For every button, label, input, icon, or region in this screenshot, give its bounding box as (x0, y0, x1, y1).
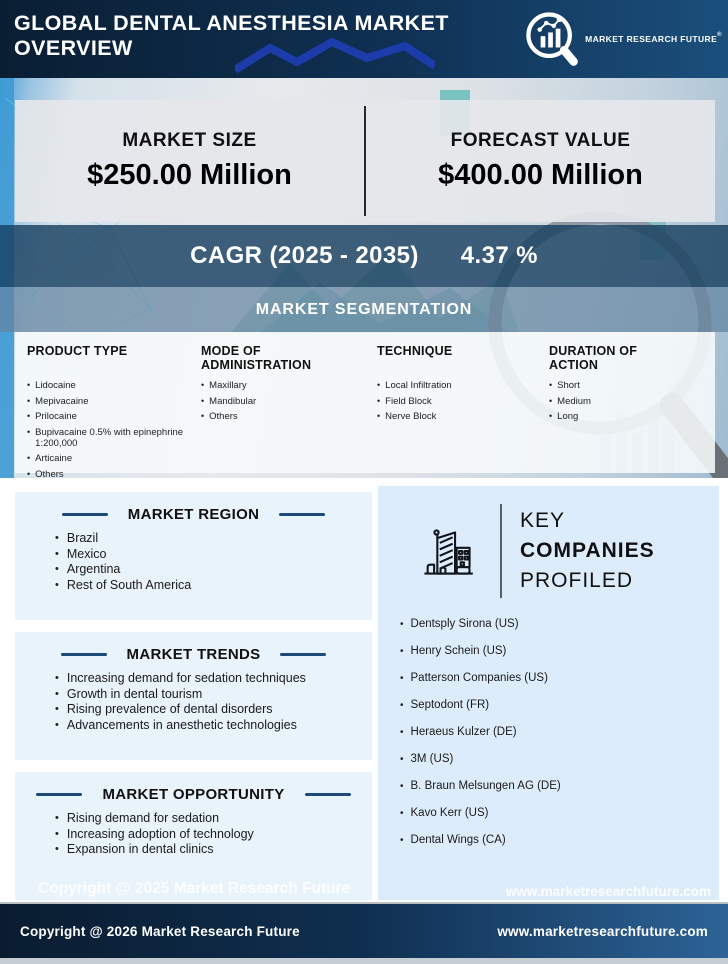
registered-mark: ® (717, 32, 722, 38)
list-item: • Advancements in anesthetic technologies (55, 717, 297, 732)
bullet-icon: • (55, 547, 59, 560)
list-item: • Short (549, 380, 580, 391)
page-title (14, 11, 449, 61)
list-item: • Bupivacaine 0.5% with epinephrine 1:200,000 (27, 426, 184, 449)
dash-decoration (61, 653, 107, 656)
watermark-copyright: Copyright @ 2025 Market Research Future (38, 880, 351, 897)
bullet-icon: • (377, 395, 381, 406)
list-item: • Henry Schein (US) (400, 645, 507, 657)
list-item: • Kavo Kerr (US) (400, 807, 489, 819)
list-item: • Heraeus Kulzer (DE) (400, 726, 517, 738)
header (0, 0, 728, 78)
segmentation-title: MARKET SEGMENTATION (255, 300, 473, 318)
segment-column-technique (377, 344, 545, 427)
segment-heading: TECHNIQUE (377, 344, 453, 358)
vertical-divider (500, 504, 502, 598)
key-companies-card (378, 486, 719, 900)
bullet-icon: • (377, 411, 381, 421)
dash-decoration (305, 793, 351, 796)
key-companies-title-line1: KEY (520, 509, 566, 532)
forecast-value-label: FORECAST VALUE (450, 130, 631, 151)
bullet-icon: • (549, 411, 553, 421)
bullet-icon: • (400, 700, 404, 711)
market-size-panel (15, 100, 715, 222)
mrf-logo-text: MARKET RESEARCH FUTURE® (585, 32, 722, 44)
forecast-value-block (366, 130, 715, 192)
bullet-icon: • (55, 532, 59, 544)
list-item: • Mandibular (201, 395, 257, 407)
market-region-title: MARKET REGION (127, 506, 260, 523)
list-item: • Prilocaine (27, 411, 77, 422)
dash-decoration (279, 513, 325, 516)
buildings-icon (418, 522, 476, 580)
list-item: • 3M (US) (400, 753, 454, 765)
market-trends-title: MARKET TRENDS (126, 646, 261, 663)
bullet-icon: • (55, 563, 59, 575)
segment-list (549, 380, 717, 422)
footer (0, 902, 728, 958)
card-title-row (15, 786, 372, 803)
watermark-website: www.marketresearchfuture.com (505, 884, 711, 899)
market-size-value: $250.00 Million (87, 159, 292, 191)
segment-column-mode-of-administration (201, 344, 369, 427)
forecast-value-value: $400.00 Million (438, 159, 643, 191)
market-trends-list (55, 672, 372, 732)
bullet-icon: • (377, 380, 381, 390)
segment-heading: MODE OF ADMINISTRATION (201, 344, 312, 372)
list-item: • Others (27, 468, 64, 480)
bullet-icon: • (27, 395, 31, 406)
bullet-icon: • (549, 380, 553, 390)
list-item: • Mepivacaine (27, 395, 89, 407)
bullet-icon: • (201, 411, 205, 421)
dash-decoration (36, 793, 82, 796)
bullet-icon: • (55, 843, 59, 855)
list-item: • Rest of South America (55, 577, 192, 592)
market-region-list (55, 532, 372, 592)
bullet-icon: • (400, 835, 404, 846)
key-companies-list (400, 618, 719, 847)
list-item: • Local Infiltration (377, 380, 452, 391)
card-title-row (15, 506, 372, 523)
list-item: • Rising prevalence of dental disorders (55, 702, 273, 716)
bullet-icon: • (400, 673, 404, 684)
bullet-icon: • (27, 411, 31, 421)
list-item: • Long (549, 411, 579, 422)
segment-column-duration-of-action (549, 344, 717, 427)
bullet-icon: • (400, 619, 404, 630)
segment-list (201, 380, 369, 422)
segment-heading: PRODUCT TYPE (27, 344, 128, 358)
list-item: • Increasing adoption of technology (55, 826, 254, 841)
bullet-icon: • (55, 672, 59, 684)
list-item: • Lidocaine (27, 380, 76, 391)
segment-list (27, 380, 195, 480)
list-item: • Patterson Companies (US) (400, 672, 548, 684)
footer-website: www.marketresearchfuture.com (497, 923, 708, 939)
key-companies-title-line2: COMPANIES (520, 539, 655, 562)
segmentation-band (0, 287, 728, 332)
list-item: • Field Block (377, 395, 432, 407)
bottom-strip (0, 958, 728, 964)
key-companies-header (378, 486, 719, 598)
segment-column-product-type (27, 344, 195, 484)
bullet-icon: • (400, 781, 404, 792)
bullet-icon: • (400, 646, 404, 657)
dash-decoration (62, 513, 108, 516)
bullet-icon: • (27, 426, 31, 437)
market-opportunity-list (55, 812, 372, 856)
list-item: • Nerve Block (377, 411, 437, 422)
market-size-label: MARKET SIZE (122, 130, 257, 151)
page-title-line2: OVERVIEW (14, 36, 133, 60)
bullet-icon: • (55, 687, 59, 700)
market-region-card (15, 492, 372, 620)
bullet-icon: • (55, 718, 59, 731)
footer-copyright: Copyright @ 2026 Market Research Future (20, 923, 300, 939)
list-item: • Increasing demand for sedation techniques (55, 671, 306, 685)
card-title-row (15, 646, 372, 663)
bullet-icon: • (201, 395, 205, 406)
cagr-label: CAGR (2025 - 2035) (190, 242, 419, 269)
bullet-icon: • (400, 754, 404, 765)
segment-list (377, 380, 545, 422)
list-item: • Brazil (55, 531, 99, 545)
list-item: • Rising demand for sedation (55, 811, 220, 825)
market-size-block (15, 130, 364, 192)
market-opportunity-title: MARKET OPPORTUNITY (102, 786, 285, 803)
bullet-icon: • (201, 380, 205, 390)
list-item: • Dental Wings (CA) (400, 834, 506, 846)
list-item: • Dentsply Sirona (US) (400, 618, 519, 630)
page-title-line1: GLOBAL DENTAL ANESTHESIA MARKET (14, 11, 449, 35)
list-item: • B. Braun Melsungen AG (DE) (400, 780, 561, 792)
list-item: • Septodont (FR) (400, 699, 490, 711)
mrf-logo (519, 7, 722, 71)
list-item: • Mexico (55, 546, 107, 561)
bullet-icon: • (27, 380, 31, 390)
bullet-icon: • (400, 727, 404, 738)
mrf-logo-icon (519, 7, 583, 71)
bullet-icon: • (55, 578, 59, 591)
hero-section (0, 78, 728, 478)
cagr-value: 4.37 % (460, 242, 538, 269)
segment-heading: DURATION OF ACTION (549, 344, 638, 372)
bullet-icon: • (55, 703, 59, 715)
list-item: • Growth in dental tourism (55, 686, 203, 701)
list-item: • Others (201, 411, 238, 422)
cagr-band (0, 225, 728, 287)
key-companies-title-line3: PROFILED (520, 569, 634, 592)
bullet-icon: • (400, 808, 404, 819)
list-item: • Medium (549, 395, 591, 407)
bullet-icon: • (55, 827, 59, 840)
dash-decoration (280, 653, 326, 656)
list-item: • Argentina (55, 562, 121, 576)
list-item: • Maxillary (201, 380, 247, 391)
key-companies-title (520, 506, 655, 596)
list-item: • Articaine (27, 453, 73, 464)
bullet-icon: • (549, 395, 553, 406)
bullet-icon: • (27, 453, 31, 463)
list-item: • Expansion in dental clinics (55, 842, 214, 856)
bullet-icon: • (55, 812, 59, 824)
market-trends-card (15, 632, 372, 760)
segmentation-panel (15, 332, 715, 480)
bullet-icon: • (27, 468, 31, 479)
